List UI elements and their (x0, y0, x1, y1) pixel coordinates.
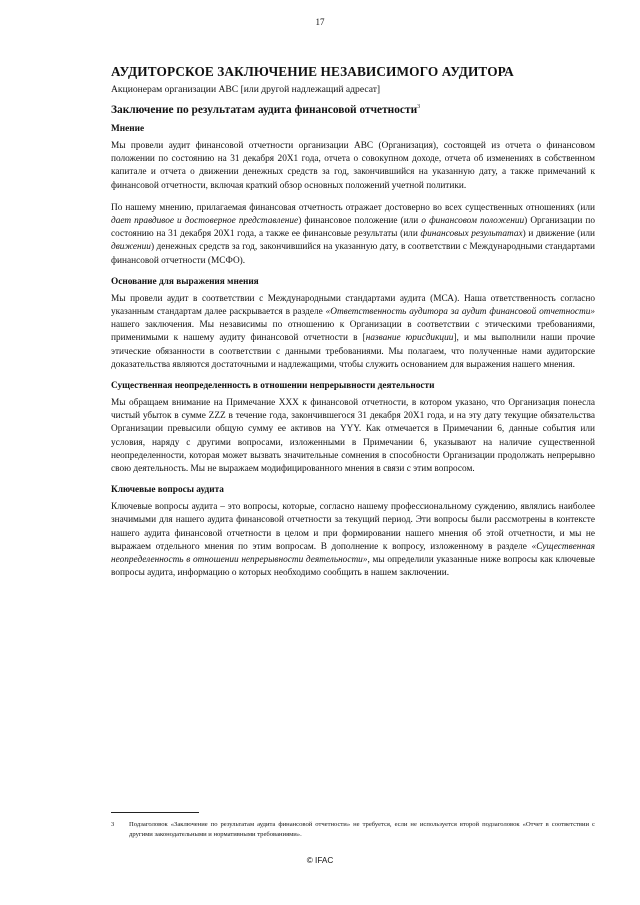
text-run: , мы определили указанные ниже вопросы как ключевые вопросы аудита, информацию о которых необходимо сообщить в нашем заключении. (111, 555, 595, 579)
text-run: Мы провели аудит в соответствии с Международными стандартами аудита (МСА). Наша ответственность согласно указанным стандартам далее раскрывается в разделе (111, 293, 595, 318)
italic-run: дает правдивое и достоверное представление (111, 216, 299, 227)
text-run: ) финансовое положение (или (298, 216, 422, 227)
going-concern-paragraph: Мы обращаем внимание на Примечание XXX к финансовой отчетности, в котором указано, что Организация понесла чистый убыток в сумме ZZZ в течение года, закончившегося 31 декабря 20X1 года, и на эту дату текущие обязательства Организации превысили общую сумму ее активов на YYY. Как отмечается в Примечании 6, данные события или условия, наряду с другими вопросами, изложенными в Примечании 6, указывают на наличие существенной неопределенности, которая может вызвать значительные сомнения в способности Организации продолжать непрерывно свою деятельность. Мы не выражаем модифицированного мнения в связи с этим вопросом. (111, 398, 595, 475)
text-run: По нашему мнению, прилагаемая финансовая отчетность отражает достоверно во всех существенных отношениях (или (111, 202, 595, 213)
text-run: ) денежных средств за год, закончившийся на указанную дату, в соответствии с Международными стандартами финансовой отчетности (МСФО). (111, 242, 595, 266)
kam-paragraph (111, 501, 595, 580)
footnote-mark: 3 (111, 821, 115, 828)
text-run: ) и движение (или (522, 229, 595, 240)
section-title (111, 104, 595, 116)
opinion-paragraph-2 (111, 202, 595, 268)
copyright-notice: © IFAC (306, 856, 334, 865)
going-concern-heading: Существенная неопределенность в отношении непрерывности деятельности (111, 381, 435, 392)
section-title-text: Заключение по результатам аудита финансовой отчетности (111, 104, 418, 116)
footnote (111, 820, 595, 839)
text-run: ], и мы выполнили наши прочие этические обязанности в соответствии с данными требованиями. Мы полагаем, что полученные нами аудиторские доказательства являются достаточными и надлежащими, чтобы служить основанием для выражения нашего мнения. (111, 333, 595, 370)
text-run: нашего заключения. Мы независимы по отношению к Организации в соответствии с этическими требованиями, применимыми к нашему аудиту финансовой отчетности в [ (111, 320, 595, 344)
report-body (111, 64, 595, 589)
italic-run: движении (111, 242, 151, 253)
footnote-text: Подзаголовок «Заключение по результатам аудита финансовой отчетности» не требуется, если не используется второй подзаголовок «Отчет в соответствии с другими законодательными и нормативными требованиями». (129, 821, 595, 838)
page-number: 17 (315, 17, 325, 27)
footnote-reference: 3 (417, 104, 421, 111)
kam-heading: Ключевые вопросы аудита (111, 485, 224, 496)
addressee: Акционерам организации ABC [или другой надлежащий адресат] (111, 84, 381, 95)
italic-run: название юрисдикции (365, 333, 454, 344)
report-title: АУДИТОРСКОЕ ЗАКЛЮЧЕНИЕ НЕЗАВИСИМОГО АУДИТОРА (111, 64, 514, 79)
basis-paragraph (111, 293, 595, 372)
italic-run: финансовых результатах (420, 229, 523, 240)
opinion-paragraph-1: Мы провели аудит финансовой отчетности организации ABC (Организация), состоящей из отчета о финансовом положении по состоянию на 31 декабря 20X1 года, отчета о совокупном доходе, отчета об изменениях в собственном капитале и отчета о движении денежных средств за год, закончившийся на указанную дату, а также примечаний к финансовой отчетности, включая краткий обзор основных положений учетной политики. (111, 141, 595, 191)
footnote-divider (111, 812, 199, 813)
text-run: Ключевые вопросы аудита – это вопросы, которые, согласно нашему профессиональному суждению, являлись наиболее значимыми для нашего аудита финансовой отчетности за текущий период. Эти вопросы были рассмотрены в контексте нашего аудита финансовой отчетности в целом и при формировании нашего мнения об этой отчетности, и мы не выражаем отдельного мнения по этим вопросам. В дополнение к вопросу, изложенному в разделе (111, 502, 595, 552)
italic-run: «Ответственность аудитора за аудит финансовой отчетности» (325, 307, 595, 318)
basis-heading: Основание для выражения мнения (111, 276, 259, 287)
opinion-heading: Мнение (111, 124, 145, 134)
italic-run: о финансовом положении (421, 216, 525, 227)
text-run: ) Организации по состоянию на 31 декабря 20X1 года, а также ее финансовые результаты (или (111, 216, 595, 240)
italic-run: «Существенная неопределенность в отношении непрерывности деятельности» (111, 541, 595, 566)
